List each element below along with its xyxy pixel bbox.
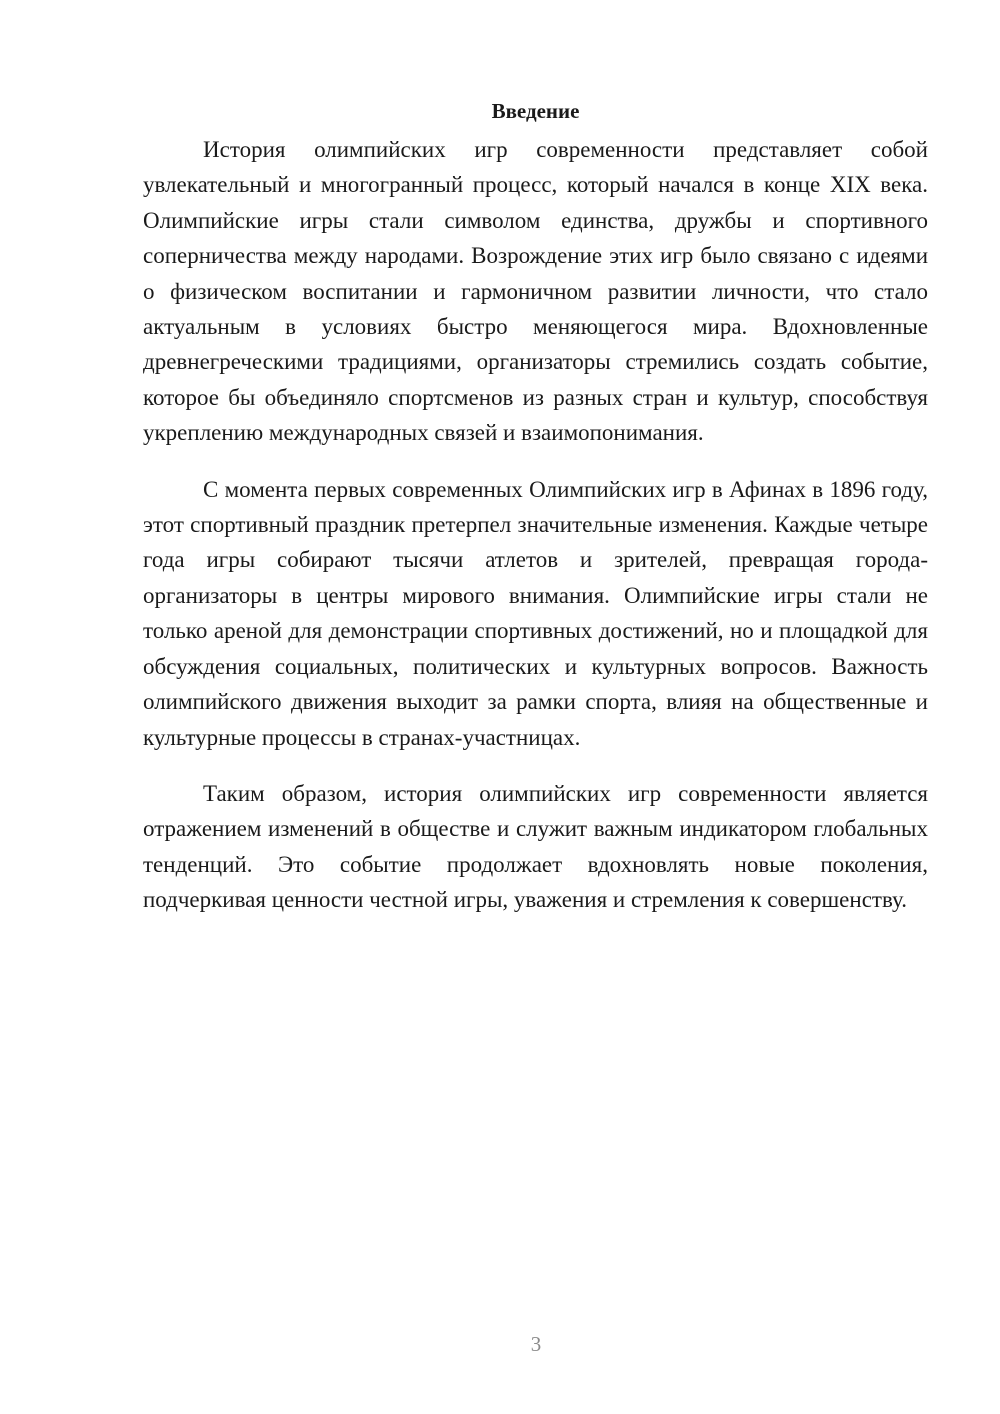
document-page [143, 96, 928, 939]
paragraph-intro: История олимпийских игр современности представляет собой увлекательный и многогранный процесс, который начался в конце XIX века. Олимпийские игры стали символом единства, дружбы и спортивного соперничества между народами. Возрождение этих игр было связано с идеями о физическом воспитании и гармоничном развитии личности, что стало актуальным в условиях быстро меняющегося мира. Вдохновленные древнегреческими традициями, организаторы стремились создать событие, которое бы объединяло спортсменов из разных стран и культур, способствуя укреплению международных связей и взаимопонимания. [143, 137, 928, 446]
paragraph-history: С момента первых современных Олимпийских игр в Афинах в 1896 году, этот спортивный праздник претерпел значительные изменения. Каждые четыре года игры собирают тысячи атлетов и зрителей, превращая города-организаторы в центры мирового внимания. Олимпийские игры стали не только ареной для демонстрации спортивных достижений, но и площадкой для обсуждения социальных, политических и культурных вопросов. Важность олимпийского движения выходит за рамки спорта, влияя на общественные и культурные процессы в странах-участницах. [143, 476, 928, 750]
paragraph-conclusion: Таким образом, история олимпийских игр современности является отражением изменений в обществе и служит важным индикатором глобальных тенденций. Это событие продолжает вдохновлять новые поколения, подчеркивая ценности честной игры, уважения и стремления к совершенству. [143, 780, 928, 913]
section-heading: Введение [491, 99, 580, 123]
page-number: 3 [530, 1332, 542, 1356]
